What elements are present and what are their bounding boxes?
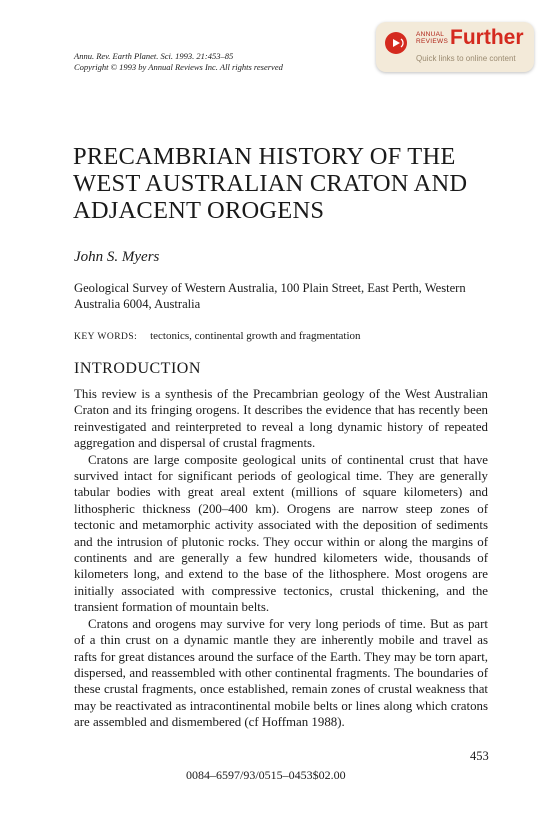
copyright-line: Copyright © 1993 by Annual Reviews Inc. All rights reserved [74,62,283,72]
author-affiliation: Geological Survey of Western Australia, 100 Plain Street, East Perth, Western Australia 6004, Australia [74,281,466,311]
title-line: ADJACENT OROGENS [73,197,325,224]
paragraph: Cratons are large composite geological units of continental crust that have survived intact for significant periods of geological time. They are generally tabular bodies with great areal extent (millions of square kilometers) and lithospheric thickness (200–400 km). Orogens are narrow steep zones of tectonic and metamorphic activity associated with the deposition of sediments and the intrusion of plutonic rocks. They occur within or along the margins of continents and are generally a few hundred kilometers wide, thousands of kilometers long, and extend to the base of the lithosphere. Most orogens are initially associated with compressive tectonics, crustal thickening, and the transient formation of mountain belts. [74,452,488,615]
section-body [74,386,488,731]
keywords-list: tectonics, continental growth and fragmentation [150,330,361,342]
page-number: 453 [470,749,489,763]
reviews-label: REVIEWS [416,38,449,45]
journal-citation [74,51,283,73]
title-line: WEST AUSTRALIAN CRATON AND [73,170,468,197]
annual-label: ANNUAL [416,31,445,38]
paragraph: Cratons and orogens may survive for very long periods of time. But as part of a thin crust on a dynamic mantle they are inherently mobile and travel as rafts for great distances around the surface of the Earth. They may be torn apart, dispersed, and reassembled with other continental fragments. The boundaries of these crustal fragments, once established, remain zones of crustal weakness that may be reactivated as intracontinental mobile belts or lines along which cratons are assembled and dismembered (cf Hoffman 1988). [74,616,488,730]
keywords-label: KEY WORDS: [74,332,138,342]
paragraph: This review is a synthesis of the Precambrian geology of the West Australian Craton and its fringing orogens. It describes the evidence that has recently been reinvestigated and reinterpreted to reveal a long dynamic history of repeated aggregation and dispersal of crustal fragments. [74,387,488,451]
section-heading: INTRODUCTION [74,360,201,377]
article-code: 0084–6597/93/0515–0453$02.00 [186,768,346,782]
journal-citation-line: Annu. Rev. Earth Planet. Sci. 1993. 21:453–85 [74,51,234,61]
further-links-badge[interactable] [376,22,534,72]
annual-reviews-logo-icon [385,32,407,54]
title-line: PRECAMBRIAN HISTORY OF THE [73,143,456,170]
article-title [73,143,513,224]
keywords [74,330,361,342]
further-label: Further [450,26,524,49]
annual-reviews-wordmark [416,31,448,45]
further-subtitle: Quick links to online content [416,54,516,63]
author-name: John S. Myers [74,249,160,265]
